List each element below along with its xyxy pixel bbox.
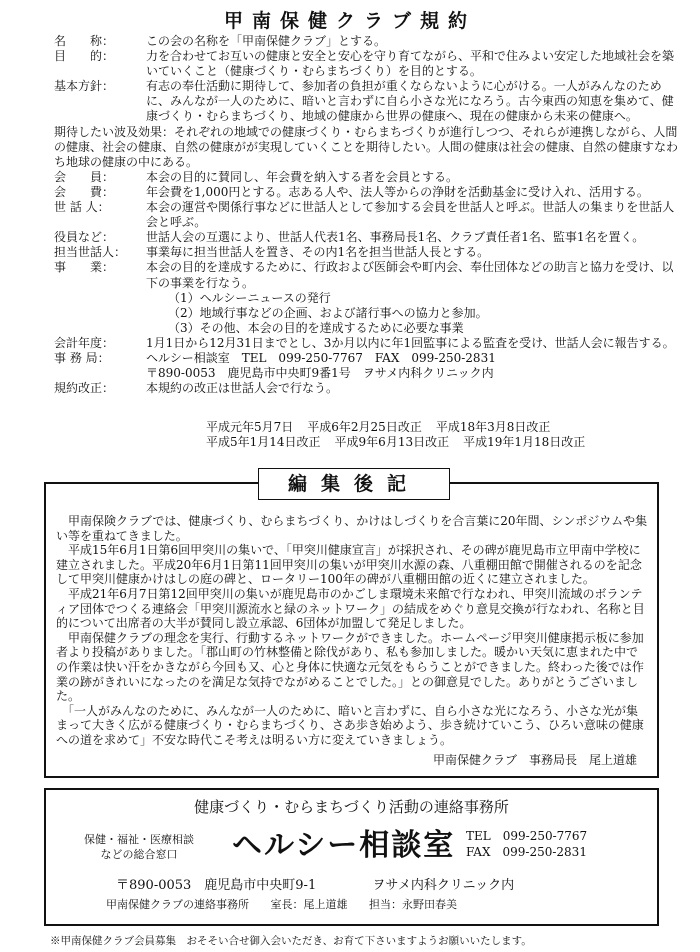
editorial-paragraph: 平成15年6月1日第6回甲突川の集いで、「甲突川健康宣言」が採択され、その碑が鹿児島市立甲南中学校に建立されました。平成20年6月1日第11回甲突川の集いが甲突川水源の森、八重棚田館で開催されるのを記念して甲突川健康かけはしの庭の碑と、ロータリー100年の碑が八重棚田館の近くに建立されました。 — [56, 543, 642, 587]
rule-text-body: それぞれの地域での健康づくり・むらまちづくりが進行しつつ、それらが連携しながら、人間の健康、社会の健康、自然の健康がが実現していくことを期待したい。人間の健康は社会の健康、自然の健康すなわち地球の健康の中にある。 — [54, 124, 679, 169]
editorial-signature: 甲南保健クラブ 事務局長 尾上道雄 — [432, 753, 637, 767]
amendment-dates — [206, 420, 585, 450]
rule-text: 本会の目的に賛同し、年会費を納入する者を会員とする。 — [146, 169, 459, 184]
rule-label: 目 的： — [54, 49, 115, 64]
rule-amendment — [54, 381, 684, 396]
editorial-paragraph: 「一人がみんなのために、みんなが一人のために、暗いと言わずに、自ら小さな光になろう、小さな光が集まって大きく広がる健康づくり・むらまちづくり、さあ歩き始めよう、歩き続けていこう、ひろい意味の健康への道を求めて」不安な時代こそ考えは明るい方に変えていきましょう。 — [56, 703, 644, 747]
rule-label: 事 務 局： — [54, 350, 110, 365]
rule-label: 役員など： — [54, 230, 115, 245]
postal-address: 〒890-0053 鹿児島市中央町9-1 — [116, 878, 317, 893]
rule-fiscal-year — [54, 336, 684, 351]
rule-label: 会 費： — [54, 184, 115, 199]
project-item: （1）ヘルシーニュースの発行 — [168, 290, 331, 305]
rule-text: 1月1日から12月31日までとし、3か月以内に年1回監事による監査を受け、世話人会に報告する。 — [146, 335, 675, 350]
page-title: 甲南保健クラブ規約 — [223, 10, 476, 32]
rule-office — [54, 351, 684, 366]
editorial-body — [56, 514, 648, 748]
editorial-paragraph: 甲南保健クラブの理念を実行、行動するネットワークができました。ホームページ甲突川健康掲示板に参加者より投稿がありました。「郡山町の竹林整備と除伐があり、私も参加しました。暖かい天気に恵まれた中での作業は快い汗をかきながら今回も又、心と身体に快適な元気をもらうことができました。終わった後では作業の跡がきれいになったのを満足な気持でながめることでした。」との御意見でした。ありがとうございました。 — [56, 630, 644, 704]
editorial-box — [44, 473, 659, 778]
rule-members — [54, 170, 684, 185]
editorial-title: 編集後記 — [258, 468, 450, 500]
rule-text: ヘルシー相談室 TEL 099-250-7767 FAX 099-250-2831 — [146, 350, 496, 365]
contact-tagline-line: 保健・福祉・医療相談 — [84, 833, 194, 846]
office-name: ヘルシー相談室 — [232, 828, 456, 863]
editorial-paragraph: 甲南保険クラブでは、健康づくり、むらまちづくり、かけはしづくりを合言葉に20年間、シンポジウムや集い等を重ねてきました。 — [56, 514, 648, 543]
rule-label: 期待したい波及効果： — [54, 124, 175, 139]
phone-number: TEL 099-250-7767 — [466, 829, 588, 843]
rule-policy — [54, 79, 684, 124]
rule-text: 本規約の改正は世話人会で行なう。 — [146, 381, 339, 396]
contact-tagline-line: などの総合窓口 — [100, 848, 178, 861]
amendment-date: 平成元年5月7日 — [206, 420, 294, 434]
rule-leaders — [54, 245, 684, 260]
credit-office: 甲南保健クラブの連絡事務所 — [106, 898, 249, 911]
amendment-date: 平成5年1月14日改正 — [206, 435, 321, 449]
rule-label: 会 員： — [54, 169, 115, 184]
project-item: （3）その他、本会の目的を達成するために必要な事業 — [168, 320, 464, 335]
rule-label: 担当世話人： — [54, 245, 127, 260]
rule-text-body: 本会の目的を達成するために、行政および医師会や町内会、奉仕団体などの助言と協力を受け、以下の事業を行なう。 — [146, 260, 674, 290]
rule-label: 事 業： — [54, 260, 115, 275]
contact-tagline — [64, 832, 214, 862]
credit-chief: 室長：尾上道雄 — [270, 898, 348, 911]
amendment-line — [206, 435, 585, 450]
contact-credits — [106, 896, 475, 912]
rule-name — [54, 34, 684, 49]
rule-label: 名 称： — [54, 34, 115, 48]
contact-box — [44, 788, 659, 926]
contact-numbers — [466, 828, 587, 860]
recruitment-footnote: ※甲南保健クラブ会員募集 おそそい合せ御入会いただき、お育て下さいますようお願いいたします。 — [50, 935, 532, 947]
credit-staff: 担当：永野田春美 — [369, 898, 457, 911]
rule-text — [146, 260, 684, 335]
rule-label: 会計年度： — [54, 335, 115, 350]
rule-text: 有志の奉仕活動に期待して、参加者の負担が重くならないように心がける。一人がみんなのために、みんなが一人のために、暗いと言わずに自ら小さな光になろう。古今東西の知恵を集めて、健康づくり・むらまちづくり、地域の健康から世界の健康へ、現在の健康から未来の健康へ。 — [146, 79, 674, 124]
rule-text: 〒890-0053 鹿児島市中央町9番1号 ヲサメ内科クリニック内 — [146, 366, 494, 381]
project-item: （2）地域行事などの企画、および諸行事への協力と参加。 — [168, 305, 488, 320]
rule-office-address — [54, 366, 684, 381]
amendment-date: 平成19年1月18日改正 — [463, 435, 586, 449]
rule-purpose — [54, 49, 684, 79]
rule-officers — [54, 230, 684, 245]
rule-text: 事業毎に担当世話人を置き、その内1名を担当世話人長とする。 — [146, 245, 490, 260]
rule-projects — [54, 260, 684, 335]
rule-caretakers — [54, 200, 684, 230]
rule-text — [54, 125, 684, 170]
rule-label: 規約改正： — [54, 381, 115, 396]
contact-heading: 健康づくり・むらまちづくり活動の連絡事務所 — [194, 798, 509, 816]
rule-text: 本会の運営や関係行事などに世話人として参加する会員を世話人と呼ぶ。世話人の集まりを世話人会と呼ぶ。 — [146, 200, 675, 230]
fax-number: FAX 099-250-2831 — [466, 845, 587, 859]
clinic-name: ヲサメ内科クリニック内 — [372, 878, 515, 893]
rule-text: この会の名称を「甲南保健クラブ」とする。 — [146, 34, 387, 48]
rule-text: 力を合わせてお互いの健康と安全と安心を守り育てながら、平和で住みよい安定した地域社会を築いていくこと（健康づくり・むらまちづくり）を目的とする。 — [146, 49, 675, 79]
editorial-paragraph: 平成21年6月7日第12回甲突川の集いが鹿児島市のかごしま環境未来館で行なわれ、甲突川流域のボランティア団体でつくる連絡会「甲突川源流水と緑のネットワーク」の結成をめぐり意見交換が行なわれ、名称と目的について出席者の大半が賛同し設立承認、6団体が加盟して発足しました。 — [56, 586, 645, 631]
rules-section — [54, 34, 684, 396]
rule-label: 基本方針： — [54, 79, 115, 94]
rule-label — [54, 366, 146, 381]
amendment-date: 平成9年6月13日改正 — [334, 435, 450, 449]
amendment-date: 平成6年2月25日改正 — [307, 420, 422, 434]
rule-text: 世話人会の互選により、世話人代表1名、事務局長1名、クラブ責任者1名、監事1名を置く。 — [146, 230, 645, 245]
rule-fee — [54, 185, 684, 200]
amendment-date: 平成18年3月8日改正 — [435, 420, 551, 434]
rule-label: 世 話 人： — [54, 200, 110, 215]
rule-text: 年会費を1,000円とする。志ある人や、法人等からの浄財を活動基金に受け入れ、活用する。 — [146, 184, 649, 199]
contact-address — [116, 874, 514, 893]
amendment-line — [206, 420, 585, 435]
rule-effects — [54, 125, 684, 170]
